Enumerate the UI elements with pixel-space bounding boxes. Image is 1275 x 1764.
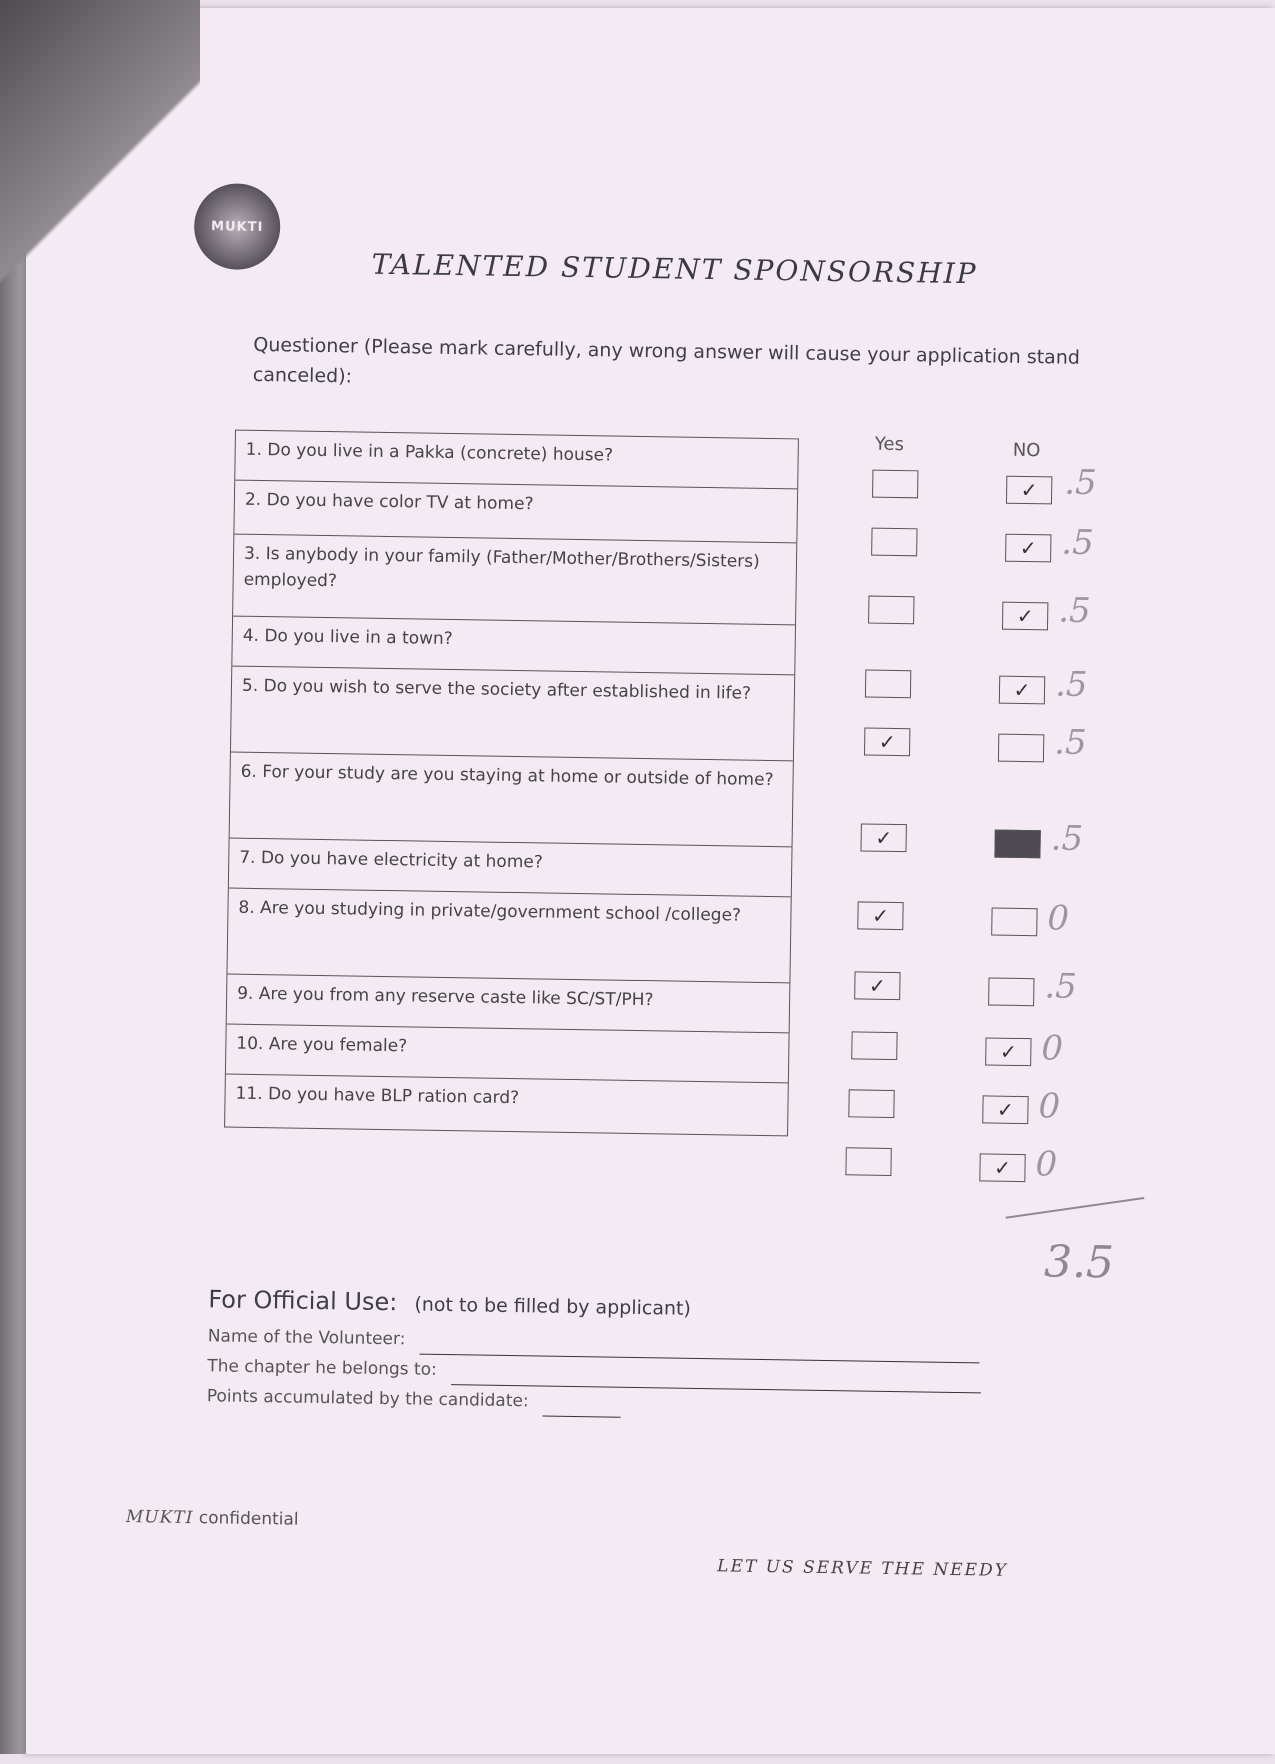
question-row — [230, 753, 793, 848]
question-row — [229, 839, 792, 898]
questions-table — [224, 430, 799, 1137]
question-text: 4. Do you live in a town? — [242, 625, 453, 650]
footer-motto: LET US SERVE THE NEEDY — [717, 1556, 1009, 1581]
yes-checkbox[interactable] — [868, 596, 914, 625]
no-checkbox[interactable]: ✓ — [1006, 476, 1052, 505]
no-checkbox[interactable] — [988, 977, 1034, 1006]
handwritten-score: .5 — [1061, 522, 1095, 564]
yes-checkbox[interactable] — [845, 1147, 891, 1176]
handwritten-score: .5 — [1054, 664, 1088, 706]
handwritten-score: 0 — [1047, 898, 1070, 939]
mukti-logo — [194, 183, 281, 270]
question-text: 3. Is anybody in your family (Father/Mother/Brothers/Sisters) employed? — [243, 543, 760, 592]
question-row — [233, 535, 796, 626]
yes-checkbox[interactable]: ✓ — [860, 823, 906, 852]
yes-checkbox[interactable]: ✓ — [864, 728, 910, 757]
chapter-label: The chapter he belongs to: — [207, 1356, 437, 1380]
question-text: 2. Do you have color TV at home? — [244, 489, 534, 515]
question-text: 6. For your study are you staying at home or outside of home? — [240, 761, 774, 791]
footer-confidential-text: confidential — [198, 1508, 299, 1530]
form-title: TALENTED STUDENT SPONSORSHIP — [371, 247, 978, 291]
no-checkbox[interactable] — [994, 830, 1040, 859]
yes-checkbox[interactable]: ✓ — [857, 901, 903, 930]
yes-checkbox[interactable]: ✓ — [854, 971, 900, 1000]
official-header — [208, 1285, 1048, 1326]
no-checkbox[interactable]: ✓ — [979, 1153, 1025, 1182]
question-row — [226, 1025, 789, 1084]
handwritten-score: .5 — [1063, 462, 1098, 504]
no-column-header: NO — [1012, 439, 1041, 462]
yes-checkbox[interactable] — [851, 1031, 897, 1060]
question-text: 10. Are you female? — [236, 1033, 408, 1057]
no-checkbox[interactable]: ✓ — [1002, 602, 1048, 631]
official-note: (not to be filled by applicant) — [414, 1293, 692, 1320]
yes-checkbox[interactable] — [848, 1089, 894, 1118]
handwritten-score: 0 — [1038, 1086, 1061, 1127]
form-instruction: Questioner (Please mark carefully, any wrong answer will cause your application stand canceled): — [252, 333, 1081, 388]
question-text: 7. Do you have electricity at home? — [239, 847, 543, 873]
volunteer-label: Name of the Volunteer: — [207, 1326, 406, 1350]
handwritten-score: .5 — [1053, 722, 1087, 763]
question-text: 8. Are you studying in private/government school /college? — [238, 897, 742, 926]
no-checkbox[interactable]: ✓ — [999, 676, 1045, 705]
footer-confidential — [126, 1507, 299, 1530]
handwritten-score: .5 — [1044, 966, 1078, 1007]
handwritten-score: .5 — [1057, 590, 1092, 632]
yes-checkbox[interactable] — [872, 470, 918, 499]
question-text: 1. Do you live in a Pakka (concrete) house? — [245, 439, 614, 466]
official-use-section — [207, 1285, 1049, 1424]
no-checkbox[interactable]: ✓ — [1005, 534, 1051, 563]
handwritten-score: 0 — [1035, 1144, 1058, 1185]
question-row — [227, 889, 790, 984]
question-row — [231, 667, 794, 762]
question-row — [235, 431, 798, 490]
points-label: Points accumulated by the candidate: — [206, 1386, 529, 1412]
logo-text: MUKTI — [210, 218, 264, 235]
question-text: 5. Do you wish to serve the society after established in life? — [241, 675, 752, 704]
no-checkbox[interactable] — [998, 734, 1044, 763]
handwritten-score: .5 — [1050, 818, 1084, 859]
question-row — [227, 975, 790, 1034]
no-checkbox[interactable]: ✓ — [985, 1037, 1031, 1066]
official-heading: For Official Use: — [208, 1285, 398, 1317]
question-row — [225, 1075, 788, 1136]
points-field[interactable] — [542, 1396, 620, 1418]
question-row — [232, 617, 795, 676]
yes-column-header: Yes — [874, 433, 905, 456]
total-underline — [1005, 1197, 1144, 1219]
no-checkbox[interactable] — [991, 908, 1037, 937]
footer-brand: MUKTI — [125, 1507, 194, 1529]
handwritten-score: 0 — [1041, 1028, 1064, 1069]
no-checkbox[interactable]: ✓ — [982, 1095, 1028, 1124]
yes-checkbox[interactable] — [865, 670, 911, 699]
question-row — [234, 481, 797, 544]
question-text: 9. Are you from any reserve caste like SC/ST/PH? — [237, 983, 654, 1011]
question-text: 11. Do you have BLP ration card? — [235, 1083, 520, 1109]
handwritten-total: 3.5 — [1043, 1236, 1115, 1289]
yes-checkbox[interactable] — [871, 528, 917, 557]
